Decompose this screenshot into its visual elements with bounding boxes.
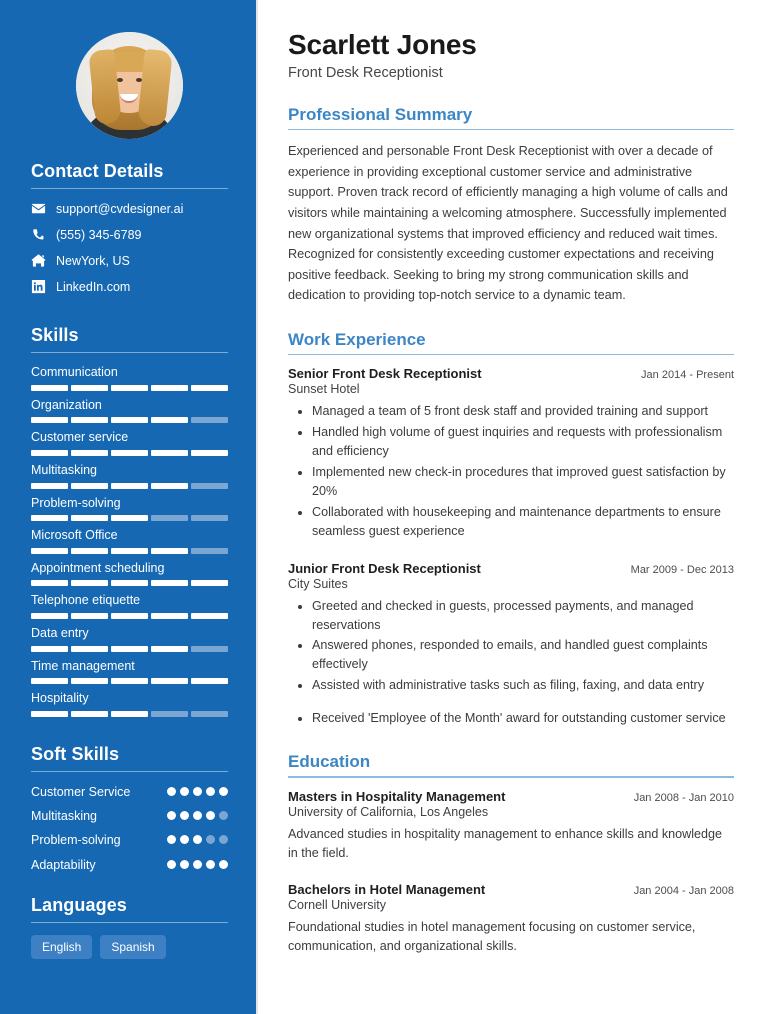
list-item: • Collaborated with housekeeping and maintenance departments to ensure seamless guest experience [312,503,734,541]
skill-label: Appointment scheduling [31,560,165,575]
skill-label: Time management [31,658,135,673]
skill-label: Data entry [31,626,89,640]
soft-skill-label: Adaptability [31,857,96,872]
skill-bar-segment [31,613,68,619]
institution-name: Cornell University [288,897,386,912]
education-description: Advanced studies in hospitality management to enhance skills and knowledge in the field. [288,826,723,861]
language-tag: English [31,935,92,959]
skill-item [31,496,228,522]
soft-skill-rating [167,808,228,820]
skill-bar-segment [191,711,228,717]
rating-dot [167,811,176,820]
soft-skill-item [31,857,228,873]
skill-label: Customer service [31,430,129,445]
skill-bar-segment [191,450,228,456]
education-heading: Education [288,752,371,771]
education-divider [288,776,734,778]
skill-level-bar [31,483,228,489]
soft-skills-heading: Soft Skills [31,743,120,764]
skill-label: Hospitality [31,691,89,706]
job-date-range: Jan 2014 - Present [641,369,734,382]
skill-bar-segment [191,646,228,652]
education-entry [288,882,734,957]
skill-bar-segment [111,548,148,554]
skill-item [31,365,228,391]
list-item: • Handled high volume of guest inquiries and requests with professionalism and efficiency [312,423,734,461]
professional-summary-divider [288,129,734,131]
skill-bar-segment [191,678,228,684]
avatar-container [0,0,258,161]
rating-dot [167,860,176,869]
degree-title: Masters in Hospitality Management [288,788,506,804]
employer-name: Sunset Hotel [288,382,360,397]
skill-bar-segment [111,711,148,717]
skill-bar-segment [151,711,188,717]
achievement-list [288,709,734,728]
skill-item [31,659,228,685]
main-content [258,0,768,1014]
skill-bar-segment [71,515,108,521]
list-item: • Managed a team of 5 front desk staff and provided training and support [312,402,734,421]
skill-label: Communication [31,365,118,379]
skill-bar-segment [111,385,148,391]
skill-bar-segment [31,450,68,456]
contact-email-value: support@cvdesigner.ai [56,201,184,216]
avatar [76,32,183,139]
contact-details-divider [31,188,228,189]
skill-bar-segment [71,417,108,423]
skill-bar-segment [151,646,188,652]
skill-bar-segment [111,515,148,521]
skill-bar-segment [191,417,228,423]
soft-skill-rating [167,784,228,796]
contact-item-email[interactable] [31,201,228,216]
skill-level-bar [31,515,228,521]
skill-item [31,463,228,489]
rating-dot [219,811,228,820]
employer-name: City Suites [288,576,348,591]
skill-level-bar [31,548,228,554]
language-tag-list [31,935,228,959]
avatar-eye-right [136,78,142,82]
skill-level-bar [31,678,228,684]
languages-block [31,935,228,959]
skill-bar-segment [71,711,108,717]
contact-item-location[interactable] [31,253,228,268]
soft-skill-rating [167,832,228,844]
skill-bar-segment [31,580,68,586]
degree-title: Bachelors in Hotel Management [288,881,486,897]
skill-label: Microsoft Office [31,528,118,543]
skills-heading: Skills [31,325,79,345]
skills-divider [31,352,228,353]
skill-label: Organization [31,397,102,412]
soft-skill-label: Multitasking [31,809,97,824]
skill-bar-segment [111,450,148,456]
contact-item-phone[interactable] [31,227,228,242]
list-item: • Greeted and checked in guests, processed payments, and managed reservations [312,597,734,635]
skill-bar-segment [31,385,68,391]
skill-bar-segment [151,678,188,684]
skill-bar-segment [111,417,148,423]
skill-bar-segment [71,613,108,619]
professional-summary-heading: Professional Summary [288,104,473,124]
professional-summary-text: Experienced and personable Front Desk Receptionist with over a decade of experience in providing exceptional customer service and administrative support. Proven track record of efficiently managing a high volume of calls and visitors while maintaining a welcoming atmosphere. Successfully implemented new organizational systems that improved efficiency and reduced wait times. Recognized for consistently exceeding customer expectations and receiving positive feedback. Seeking to bring my strong communication skills and dedication to providing top-notch service to a dynamic team. [288,144,728,303]
rating-dot [167,787,176,796]
entry-header [288,366,734,381]
work-experience-divider [288,354,734,356]
skill-item [31,430,228,456]
soft-skill-label: Problem-solving [31,833,121,848]
rating-dot [180,811,189,820]
skill-bar-segment [151,417,188,423]
skill-item [31,528,228,554]
skill-bar-segment [71,450,108,456]
education-date-range: Jan 2004 - Jan 2008 [633,884,734,897]
job-title: Front Desk Receptionist [288,64,443,81]
skill-bar-segment [31,483,68,489]
education-description: Foundational studies in hotel management focusing on customer service, communication, and organizational skills. [288,919,696,954]
skill-label: Telephone etiquette [31,593,141,608]
job-date-range: Mar 2009 - Dec 2013 [630,563,734,576]
envelope-icon [31,201,46,216]
skill-level-bar [31,711,228,717]
skill-label: Multitasking [31,462,97,477]
phone-icon [31,227,46,242]
skill-bar-segment [71,678,108,684]
education-date-range: Jan 2008 - Jan 2010 [633,791,734,804]
institution-name: University of California, Los Angeles [288,804,489,819]
skill-bar-segment [31,515,68,521]
soft-skills-divider [31,771,228,772]
skill-level-bar [31,613,228,619]
rating-dot [193,787,202,796]
spacer [0,881,258,895]
rating-dot [206,860,215,869]
rating-dot [206,811,215,820]
contact-linkedin-value: LinkedIn.com [56,279,131,294]
skill-bar-segment [191,613,228,619]
rating-dot [206,835,215,844]
rating-dot [219,860,228,869]
skill-item [31,691,228,717]
education-list [288,789,734,957]
education-entry [288,789,734,864]
rating-dot [167,835,176,844]
skill-bar-segment [111,483,148,489]
soft-skill-item [31,784,228,800]
home-icon [31,253,46,268]
skill-bar-segment [151,450,188,456]
skill-bar-segment [31,646,68,652]
rating-dot [180,835,189,844]
skill-bar-segment [191,580,228,586]
languages-heading: Languages [31,894,127,915]
list-item: • Received 'Employee of the Month' award for outstanding customer service [312,709,734,728]
skill-bar-segment [71,580,108,586]
avatar-eye-left [117,78,123,82]
skill-label: Problem-solving [31,495,121,510]
skill-level-bar [31,417,228,423]
work-experience-entry [288,561,734,728]
skill-bar-segment [31,678,68,684]
spacer [0,724,258,744]
skill-level-bar [31,385,228,391]
work-experience-entry [288,366,734,540]
skill-bar-segment [151,483,188,489]
entry-header [288,561,734,576]
list-item: • Implemented new check-in procedures that improved guest satisfaction by 20% [312,463,734,501]
work-experience-list [288,366,734,728]
rating-dot [193,860,202,869]
soft-skills-list [31,784,228,873]
contact-location-value: NewYork, US [56,253,130,268]
contact-details-heading: Contact Details [31,161,164,181]
skill-bar-segment [71,548,108,554]
rating-dot [193,811,202,820]
list-item: • Assisted with administrative tasks such as filing, faxing, and data entry [312,676,734,695]
skill-bar-segment [111,580,148,586]
soft-skill-rating [167,857,228,869]
skill-bar-segment [71,483,108,489]
soft-skill-item [31,808,228,824]
skill-bar-segment [191,548,228,554]
job-position-title: Junior Front Desk Receptionist [288,560,481,576]
skill-level-bar [31,580,228,586]
entry-header [288,789,734,804]
spacer [0,305,258,325]
skill-item [31,626,228,652]
rating-dot [180,860,189,869]
skill-bar-segment [31,548,68,554]
rating-dot [206,787,215,796]
skill-bar-segment [151,548,188,554]
work-experience-heading: Work Experience [288,329,426,349]
skill-bar-segment [111,613,148,619]
skill-bar-segment [31,417,68,423]
skill-bar-segment [191,385,228,391]
rating-dot [219,787,228,796]
skill-bar-segment [151,385,188,391]
responsibility-list [288,402,734,540]
entry-header [288,882,734,897]
skill-bar-segment [111,646,148,652]
spacer [288,868,734,882]
skill-bar-segment [71,646,108,652]
contact-list [31,201,228,294]
rating-dot [180,787,189,796]
skill-bar-segment [111,678,148,684]
linkedin-icon [31,279,46,294]
skill-bar-segment [71,385,108,391]
contact-phone-value: (555) 345-6789 [56,227,142,242]
job-position-title: Senior Front Desk Receptionist [288,366,482,382]
skill-bar-segment [151,515,188,521]
list-item: • Answered phones, responded to emails, and handled guest complaints effectively [312,636,734,674]
skill-level-bar [31,646,228,652]
skill-item [31,398,228,424]
skill-bar-segment [151,613,188,619]
soft-skill-label: Customer Service [31,784,131,799]
contact-item-linkedin[interactable] [31,279,228,294]
skill-level-bar [31,450,228,456]
responsibility-list [288,597,734,695]
skill-item [31,593,228,619]
skill-bar-segment [191,483,228,489]
sidebar [0,0,258,1014]
rating-dot [219,835,228,844]
spacer [288,545,734,561]
skills-list [31,365,228,717]
page-title: Scarlett Jones [288,29,477,60]
languages-divider [31,922,228,923]
language-tag: Spanish [100,935,165,959]
rating-dot [193,835,202,844]
skill-bar-segment [191,515,228,521]
skill-bar-segment [31,711,68,717]
soft-skill-item [31,832,228,848]
skill-bar-segment [151,580,188,586]
skill-item [31,561,228,587]
